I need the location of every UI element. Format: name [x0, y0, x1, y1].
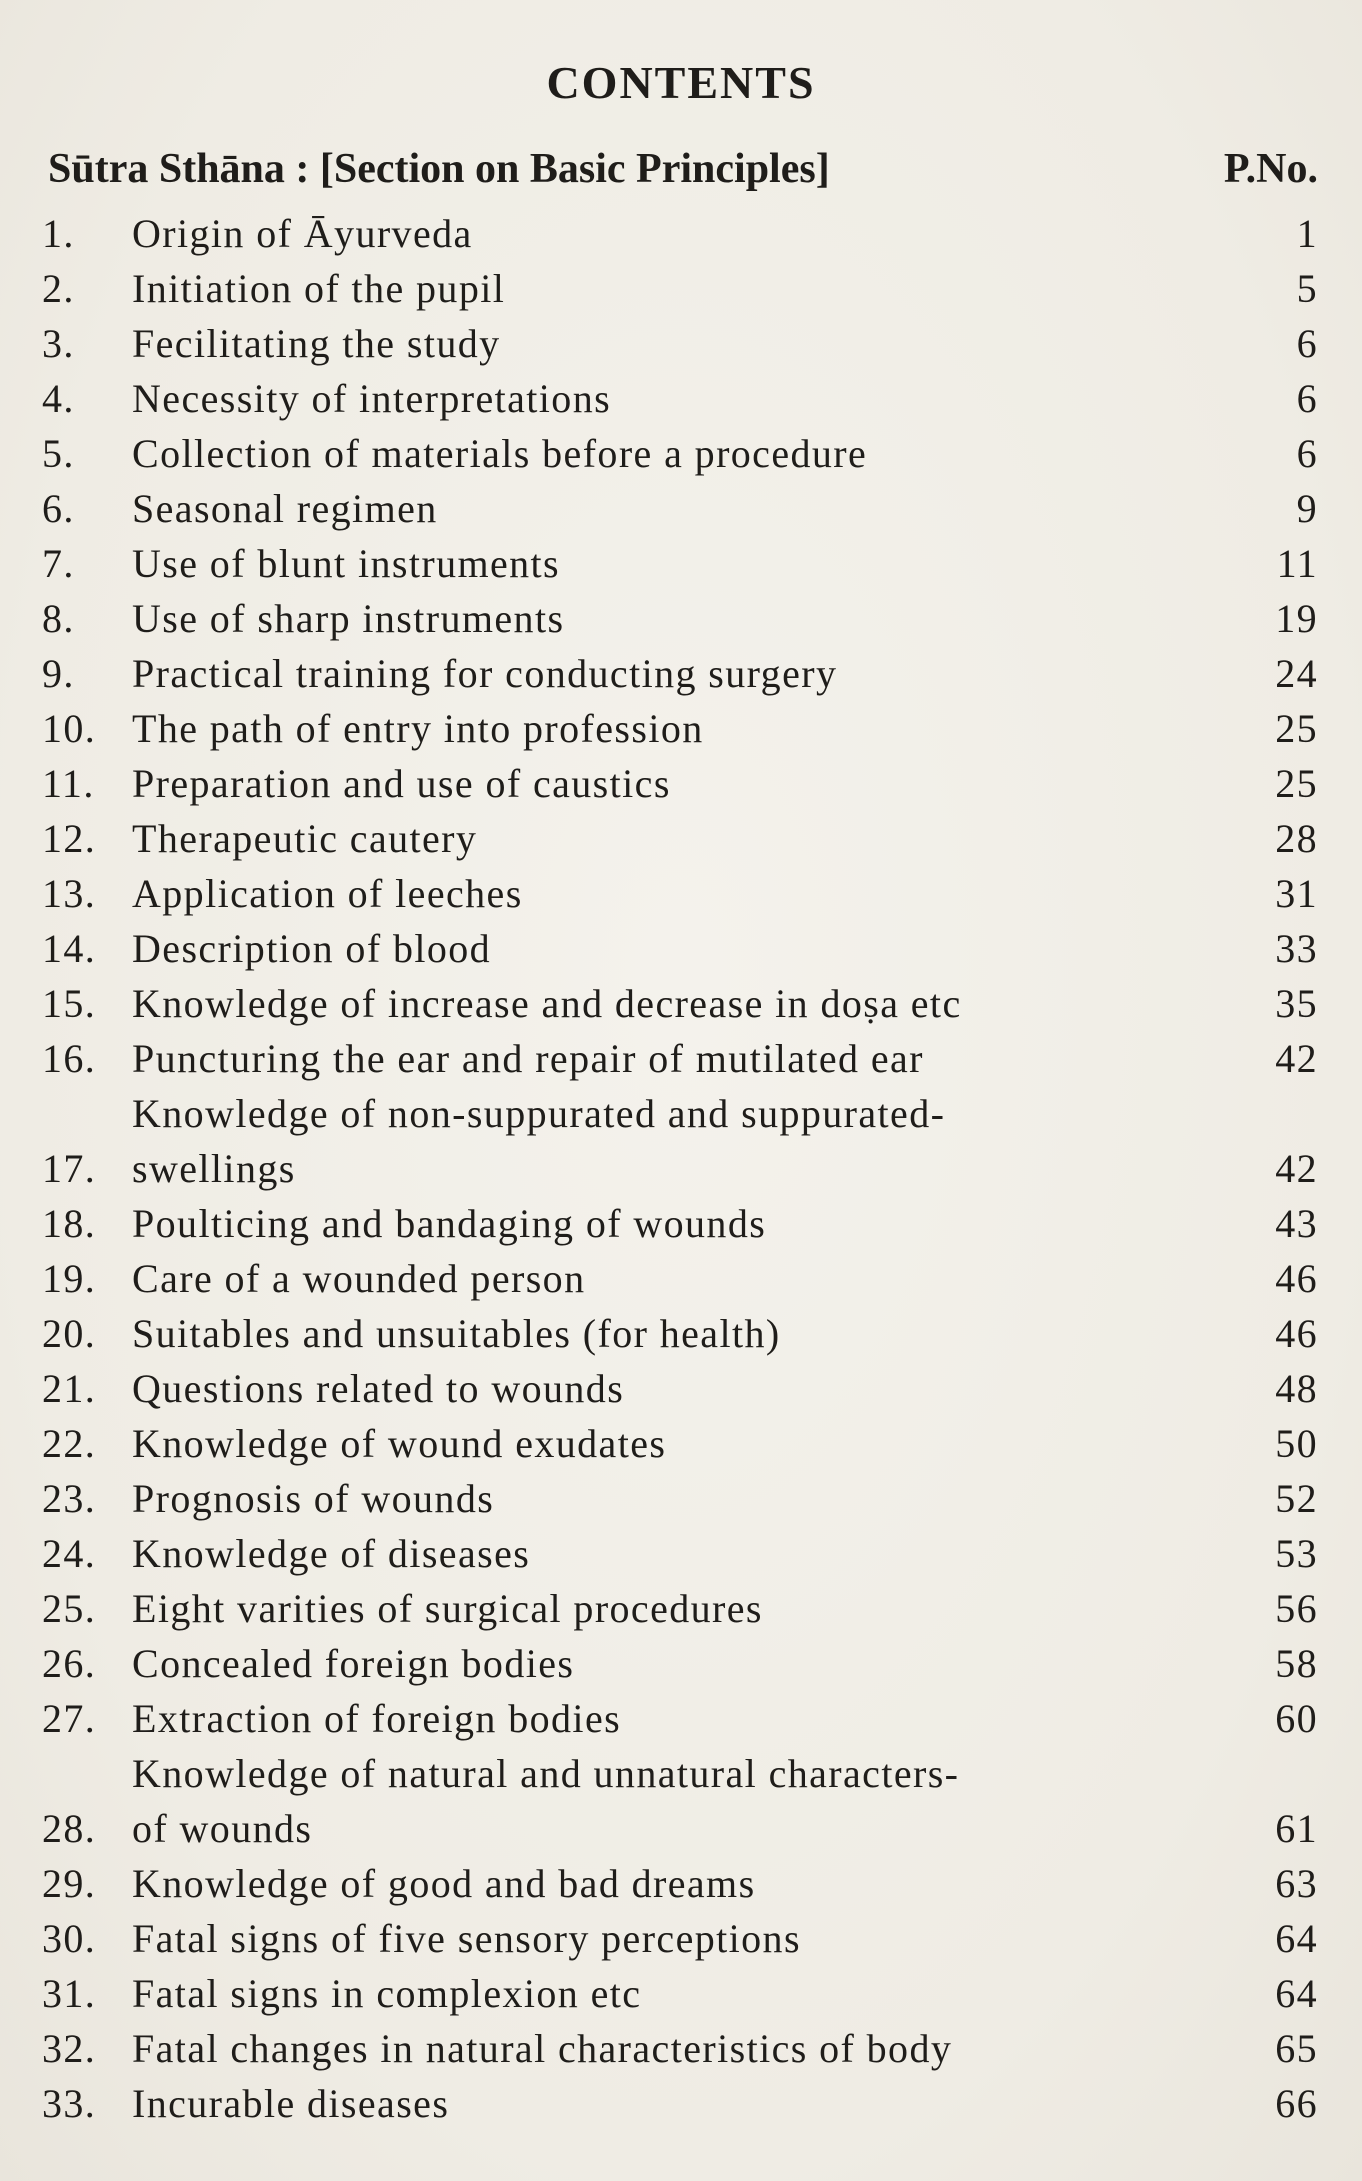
- entry-title: [132, 206, 1238, 261]
- entry-page-number: 9: [1296, 486, 1318, 531]
- entry-title: [132, 1581, 1238, 1636]
- entry-number: 27.: [42, 1696, 97, 1741]
- entry-number: 33.: [42, 2081, 97, 2126]
- entry-title-line: Seasonal regimen: [132, 486, 438, 531]
- contents-entry: [42, 1251, 1318, 1306]
- entry-title-line: Application of leeches: [132, 871, 523, 916]
- entry-page-number: 64: [1275, 1971, 1318, 2016]
- entry-title-line: Use of blunt instruments: [132, 541, 561, 586]
- entry-title-line: Knowledge of natural and unnatural characters-: [132, 1751, 960, 1796]
- contents-entry: [42, 1086, 1318, 1196]
- contents-entry: [42, 921, 1318, 976]
- contents-entry: [42, 756, 1318, 811]
- entry-title-line: Preparation and use of caustics: [132, 761, 671, 806]
- entry-number: 3.: [42, 321, 75, 366]
- entry-page-number: 35: [1275, 981, 1318, 1026]
- entry-page-number: 63: [1275, 1861, 1318, 1906]
- entry-title-line: Knowledge of non-suppurated and suppurated-: [132, 1091, 946, 1136]
- contents-entry: [42, 1471, 1318, 1526]
- page-number-column-label: P.No.: [1223, 146, 1318, 192]
- entry-number: 10.: [42, 706, 97, 751]
- contents-list: [42, 206, 1318, 2131]
- entry-title: [132, 536, 1238, 591]
- entry-number: 2.: [42, 266, 75, 311]
- entry-title: [132, 1251, 1238, 1306]
- entry-page-number: 19: [1275, 596, 1318, 641]
- entry-title-line: Extraction of foreign bodies: [132, 1696, 622, 1741]
- entry-page-number: 28: [1275, 816, 1318, 861]
- contents-entry: [42, 811, 1318, 866]
- entry-title-line: The path of entry into profession: [132, 706, 704, 751]
- entry-number: 18.: [42, 1201, 97, 1246]
- entry-number: 30.: [42, 1916, 97, 1961]
- entry-number: 19.: [42, 1256, 97, 1301]
- entry-title-line: Concealed foreign bodies: [132, 1641, 575, 1686]
- entry-page-number: 46: [1275, 1256, 1318, 1301]
- entry-page-number: 33: [1275, 926, 1318, 971]
- entry-title: [132, 866, 1238, 921]
- entry-title-line: Fatal signs in complexion etc: [132, 1971, 642, 2016]
- entry-title: [132, 921, 1238, 976]
- contents-entry: [42, 1966, 1318, 2021]
- entry-number: 14.: [42, 926, 97, 971]
- entry-number: 7.: [42, 541, 75, 586]
- entry-title-line: Prognosis of wounds: [132, 1476, 495, 1521]
- entry-title-line: Origin of Āyurveda: [132, 211, 473, 256]
- entry-title-line: Necessity of interpretations: [132, 376, 612, 421]
- entry-page-number: 31: [1275, 871, 1318, 916]
- entry-title-line: Questions related to wounds: [132, 1366, 625, 1411]
- entry-title: [132, 371, 1238, 426]
- entry-title: [132, 646, 1238, 701]
- entry-page-number: 53: [1275, 1531, 1318, 1576]
- entry-title: [132, 976, 1238, 1031]
- entry-page-number: 5: [1296, 266, 1318, 311]
- contents-entry: [42, 1856, 1318, 1911]
- entry-number: 13.: [42, 871, 97, 916]
- contents-entry: [42, 371, 1318, 426]
- entry-number: 20.: [42, 1311, 97, 1356]
- contents-entry: [42, 591, 1318, 646]
- entry-number: 12.: [42, 816, 97, 861]
- entry-page-number: 50: [1275, 1421, 1318, 1466]
- entry-page-number: 64: [1275, 1916, 1318, 1961]
- entry-page-number: 52: [1275, 1476, 1318, 1521]
- entry-page-number: 11: [1276, 541, 1318, 586]
- entry-page-number: 56: [1275, 1586, 1318, 1631]
- contents-entry: [42, 1526, 1318, 1581]
- entry-title-line: Therapeutic cautery: [132, 816, 478, 861]
- contents-entry: [42, 1581, 1318, 1636]
- entry-title: [132, 756, 1238, 811]
- entry-title: [132, 1361, 1238, 1416]
- entry-title-line: Fatal changes in natural characteristics of body: [132, 2026, 953, 2071]
- contents-entry: [42, 866, 1318, 921]
- entry-title: [132, 701, 1238, 756]
- entry-page-number: 1: [1296, 211, 1318, 256]
- contents-entry: [42, 701, 1318, 756]
- entry-page-number: 58: [1275, 1641, 1318, 1686]
- entry-number: 21.: [42, 1366, 97, 1411]
- entry-title: [132, 1471, 1238, 1526]
- entry-title-line: Knowledge of good and bad dreams: [132, 1861, 756, 1906]
- entry-title: [132, 1746, 1238, 1856]
- entry-title-line: Puncturing the ear and repair of mutilated ear: [132, 1036, 924, 1081]
- entry-title-line: of wounds: [132, 1806, 313, 1851]
- entry-title: [132, 1416, 1238, 1471]
- contents-entry: [42, 1746, 1318, 1856]
- entry-title: [132, 1691, 1238, 1746]
- entry-title-line: Fatal signs of five sensory perceptions: [132, 1916, 801, 1961]
- entry-number: 8.: [42, 596, 75, 641]
- entry-page-number: 42: [1275, 1036, 1318, 1081]
- entry-title: [132, 1031, 1238, 1086]
- entry-number: 22.: [42, 1421, 97, 1466]
- entry-page-number: 24: [1275, 651, 1318, 696]
- contents-entry: [42, 976, 1318, 1031]
- section-header: [48, 145, 1318, 193]
- contents-entry: [42, 1636, 1318, 1691]
- entry-title-line: Use of sharp instruments: [132, 596, 565, 641]
- entry-number: 5.: [42, 431, 75, 476]
- entry-title: [132, 316, 1238, 371]
- entry-number: 28.: [42, 1806, 97, 1851]
- entry-number: 17.: [42, 1146, 97, 1191]
- entry-page-number: 25: [1275, 706, 1318, 751]
- entry-number: 16.: [42, 1036, 97, 1081]
- contents-entry: [42, 646, 1318, 701]
- entry-title-line: swellings: [132, 1146, 296, 1191]
- entry-title-line: Fecilitating the study: [132, 321, 501, 366]
- entry-title: [132, 1306, 1238, 1361]
- entry-title-line: Knowledge of diseases: [132, 1531, 531, 1576]
- section-title: Sūtra Sthāna : [Section on Basic Principles]: [48, 146, 830, 192]
- entry-number: 23.: [42, 1476, 97, 1521]
- contents-entry: [42, 1416, 1318, 1471]
- contents-entry: [42, 2021, 1318, 2076]
- entry-title: [132, 1526, 1238, 1581]
- entry-title-line: Incurable diseases: [132, 2081, 450, 2126]
- entry-title: [132, 426, 1238, 481]
- contents-entry: [42, 536, 1318, 591]
- contents-entry: [42, 1691, 1318, 1746]
- contents-entry: [42, 426, 1318, 481]
- entry-page-number: 60: [1275, 1696, 1318, 1741]
- entry-number: 32.: [42, 2026, 97, 2071]
- entry-number: 26.: [42, 1641, 97, 1686]
- entry-number: 11.: [42, 761, 95, 806]
- contents-entry: [42, 1361, 1318, 1416]
- entry-title-line: Knowledge of wound exudates: [132, 1421, 667, 1466]
- entry-title: [132, 1911, 1238, 1966]
- contents-entry: [42, 2076, 1318, 2131]
- contents-entry: [42, 1911, 1318, 1966]
- entry-number: 25.: [42, 1586, 97, 1631]
- entry-title-line: Practical training for conducting surgery: [132, 651, 838, 696]
- entry-title-line: Eight varities of surgical procedures: [132, 1586, 763, 1631]
- entry-title-line: Initiation of the pupil: [132, 266, 506, 311]
- entry-number: 9.: [42, 651, 75, 696]
- contents-entry: [42, 261, 1318, 316]
- entry-title: [132, 1856, 1238, 1911]
- entry-title-line: Description of blood: [132, 926, 492, 971]
- entry-title-line: Knowledge of increase and decrease in doṣa etc: [132, 981, 962, 1026]
- entry-page-number: 48: [1275, 1366, 1318, 1411]
- contents-entry: [42, 206, 1318, 261]
- entry-title-line: Suitables and unsuitables (for health): [132, 1311, 781, 1356]
- entry-title-line: Collection of materials before a procedure: [132, 431, 868, 476]
- contents-entry: [42, 481, 1318, 536]
- entry-title: [132, 811, 1238, 866]
- entry-title: [132, 1636, 1238, 1691]
- entry-number: 4.: [42, 376, 75, 421]
- entry-title: [132, 591, 1238, 646]
- entry-title: [132, 1966, 1238, 2021]
- entry-number: 1.: [42, 211, 75, 256]
- entry-title-line: Poulticing and bandaging of wounds: [132, 1201, 767, 1246]
- entry-page-number: 43: [1275, 1201, 1318, 1246]
- entry-page-number: 46: [1275, 1311, 1318, 1356]
- entry-number: 6.: [42, 486, 75, 531]
- entry-title-line: Care of a wounded person: [132, 1256, 586, 1301]
- entry-title: [132, 2021, 1238, 2076]
- entry-title: [132, 1196, 1238, 1251]
- entry-number: 24.: [42, 1531, 97, 1576]
- entry-page-number: 65: [1275, 2026, 1318, 2071]
- entry-title: [132, 1086, 1238, 1196]
- entry-page-number: 6: [1296, 321, 1318, 366]
- entry-title: [132, 2076, 1238, 2131]
- entry-number: 29.: [42, 1861, 97, 1906]
- entry-page-number: 25: [1275, 761, 1318, 806]
- entry-number: 15.: [42, 981, 97, 1026]
- contents-entry: [42, 1306, 1318, 1361]
- entry-page-number: 6: [1296, 431, 1318, 476]
- entry-title: [132, 261, 1238, 316]
- contents-entry: [42, 316, 1318, 371]
- entry-number: 31.: [42, 1971, 97, 2016]
- entry-title: [132, 481, 1238, 536]
- contents-entry: [42, 1196, 1318, 1251]
- page-title: CONTENTS: [546, 57, 816, 108]
- entry-page-number: 42: [1275, 1146, 1318, 1191]
- contents-entry: [42, 1031, 1318, 1086]
- entry-page-number: 61: [1275, 1806, 1318, 1851]
- entry-page-number: 6: [1296, 376, 1318, 421]
- entry-page-number: 66: [1275, 2081, 1318, 2126]
